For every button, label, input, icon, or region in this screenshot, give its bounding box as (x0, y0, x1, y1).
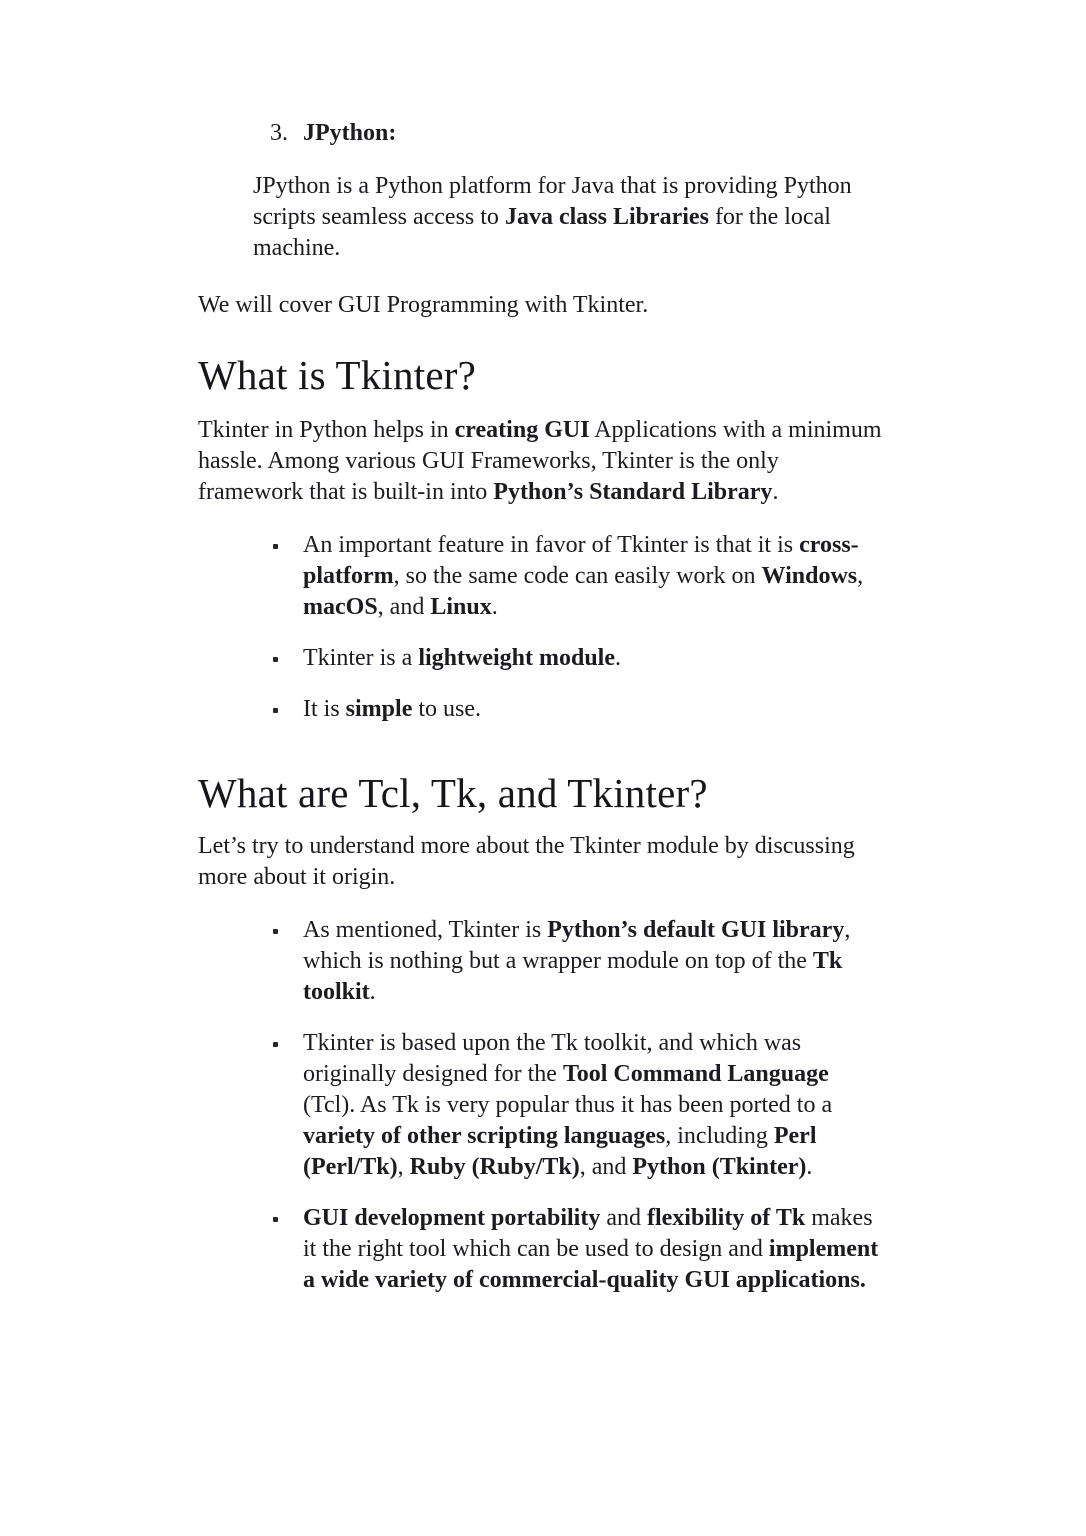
intro-paragraph: We will cover GUI Programming with Tkinter. (198, 292, 649, 318)
heading-what-are-tcl-tk-tkinter: What are Tcl, Tk, and Tkinter? (198, 770, 708, 816)
bullet-dot-icon (273, 1042, 278, 1047)
list-item (198, 694, 882, 725)
list-item (198, 915, 882, 1008)
bullet-dot-icon (273, 929, 278, 934)
list-item-text: It is simple to use. (303, 696, 482, 722)
list-item (198, 530, 882, 623)
document-content (198, 118, 882, 1296)
list-item (198, 1203, 882, 1296)
list-item-text: As mentioned, Tkinter is Python’s default GUI library, which is nothing but a wrapper module on top of the Tk toolkit. (303, 917, 851, 1005)
jpython-description-paragraph: JPython is a Python platform for Java that is providing Python scripts seamless access to Java class Libraries for the local machine. (253, 173, 852, 261)
tkinter-overview-paragraph: Tkinter in Python helps in creating GUI Applications with a minimum hassle. Among various GUI Frameworks, Tkinter is the only framework that is built-in into Python’s Standard Library. (198, 417, 882, 505)
bullet-dot-icon (273, 657, 278, 662)
heading-what-is-tkinter: What is Tkinter? (198, 352, 476, 398)
list-item-title: JPython: (303, 120, 397, 146)
bullet-dot-icon (273, 544, 278, 549)
list-item-text: An important feature in favor of Tkinter is that it is cross-platform, so the same code can easily work on Windows, macOS, and Linux. (303, 532, 864, 620)
numbered-list-item (198, 118, 882, 149)
tcl-tk-intro-paragraph: Let’s try to understand more about the Tkinter module by discussing more about it origin. (198, 833, 855, 890)
list-number: 3. (270, 120, 288, 146)
list-item-text: Tkinter is a lightweight module. (303, 645, 621, 671)
list-item (198, 643, 882, 674)
list-item (198, 1028, 882, 1183)
list-item-text: Tkinter is based upon the Tk toolkit, and which was originally designed for the Tool Command Language (Tcl). As Tk is very popular thus it has been ported to a variety of other scripting languages, including Perl (Perl/Tk), Ruby (Ruby/Tk), and Python (Tkinter). (303, 1030, 833, 1180)
bullet-dot-icon (273, 708, 278, 713)
bullet-dot-icon (273, 1217, 278, 1222)
tcl-tk-details-list (198, 915, 882, 1296)
list-item-text: GUI development portability and flexibility of Tk makes it the right tool which can be used to design and implement a wide variety of commercial-quality GUI applications. (303, 1205, 879, 1293)
tkinter-features-list (198, 530, 882, 725)
